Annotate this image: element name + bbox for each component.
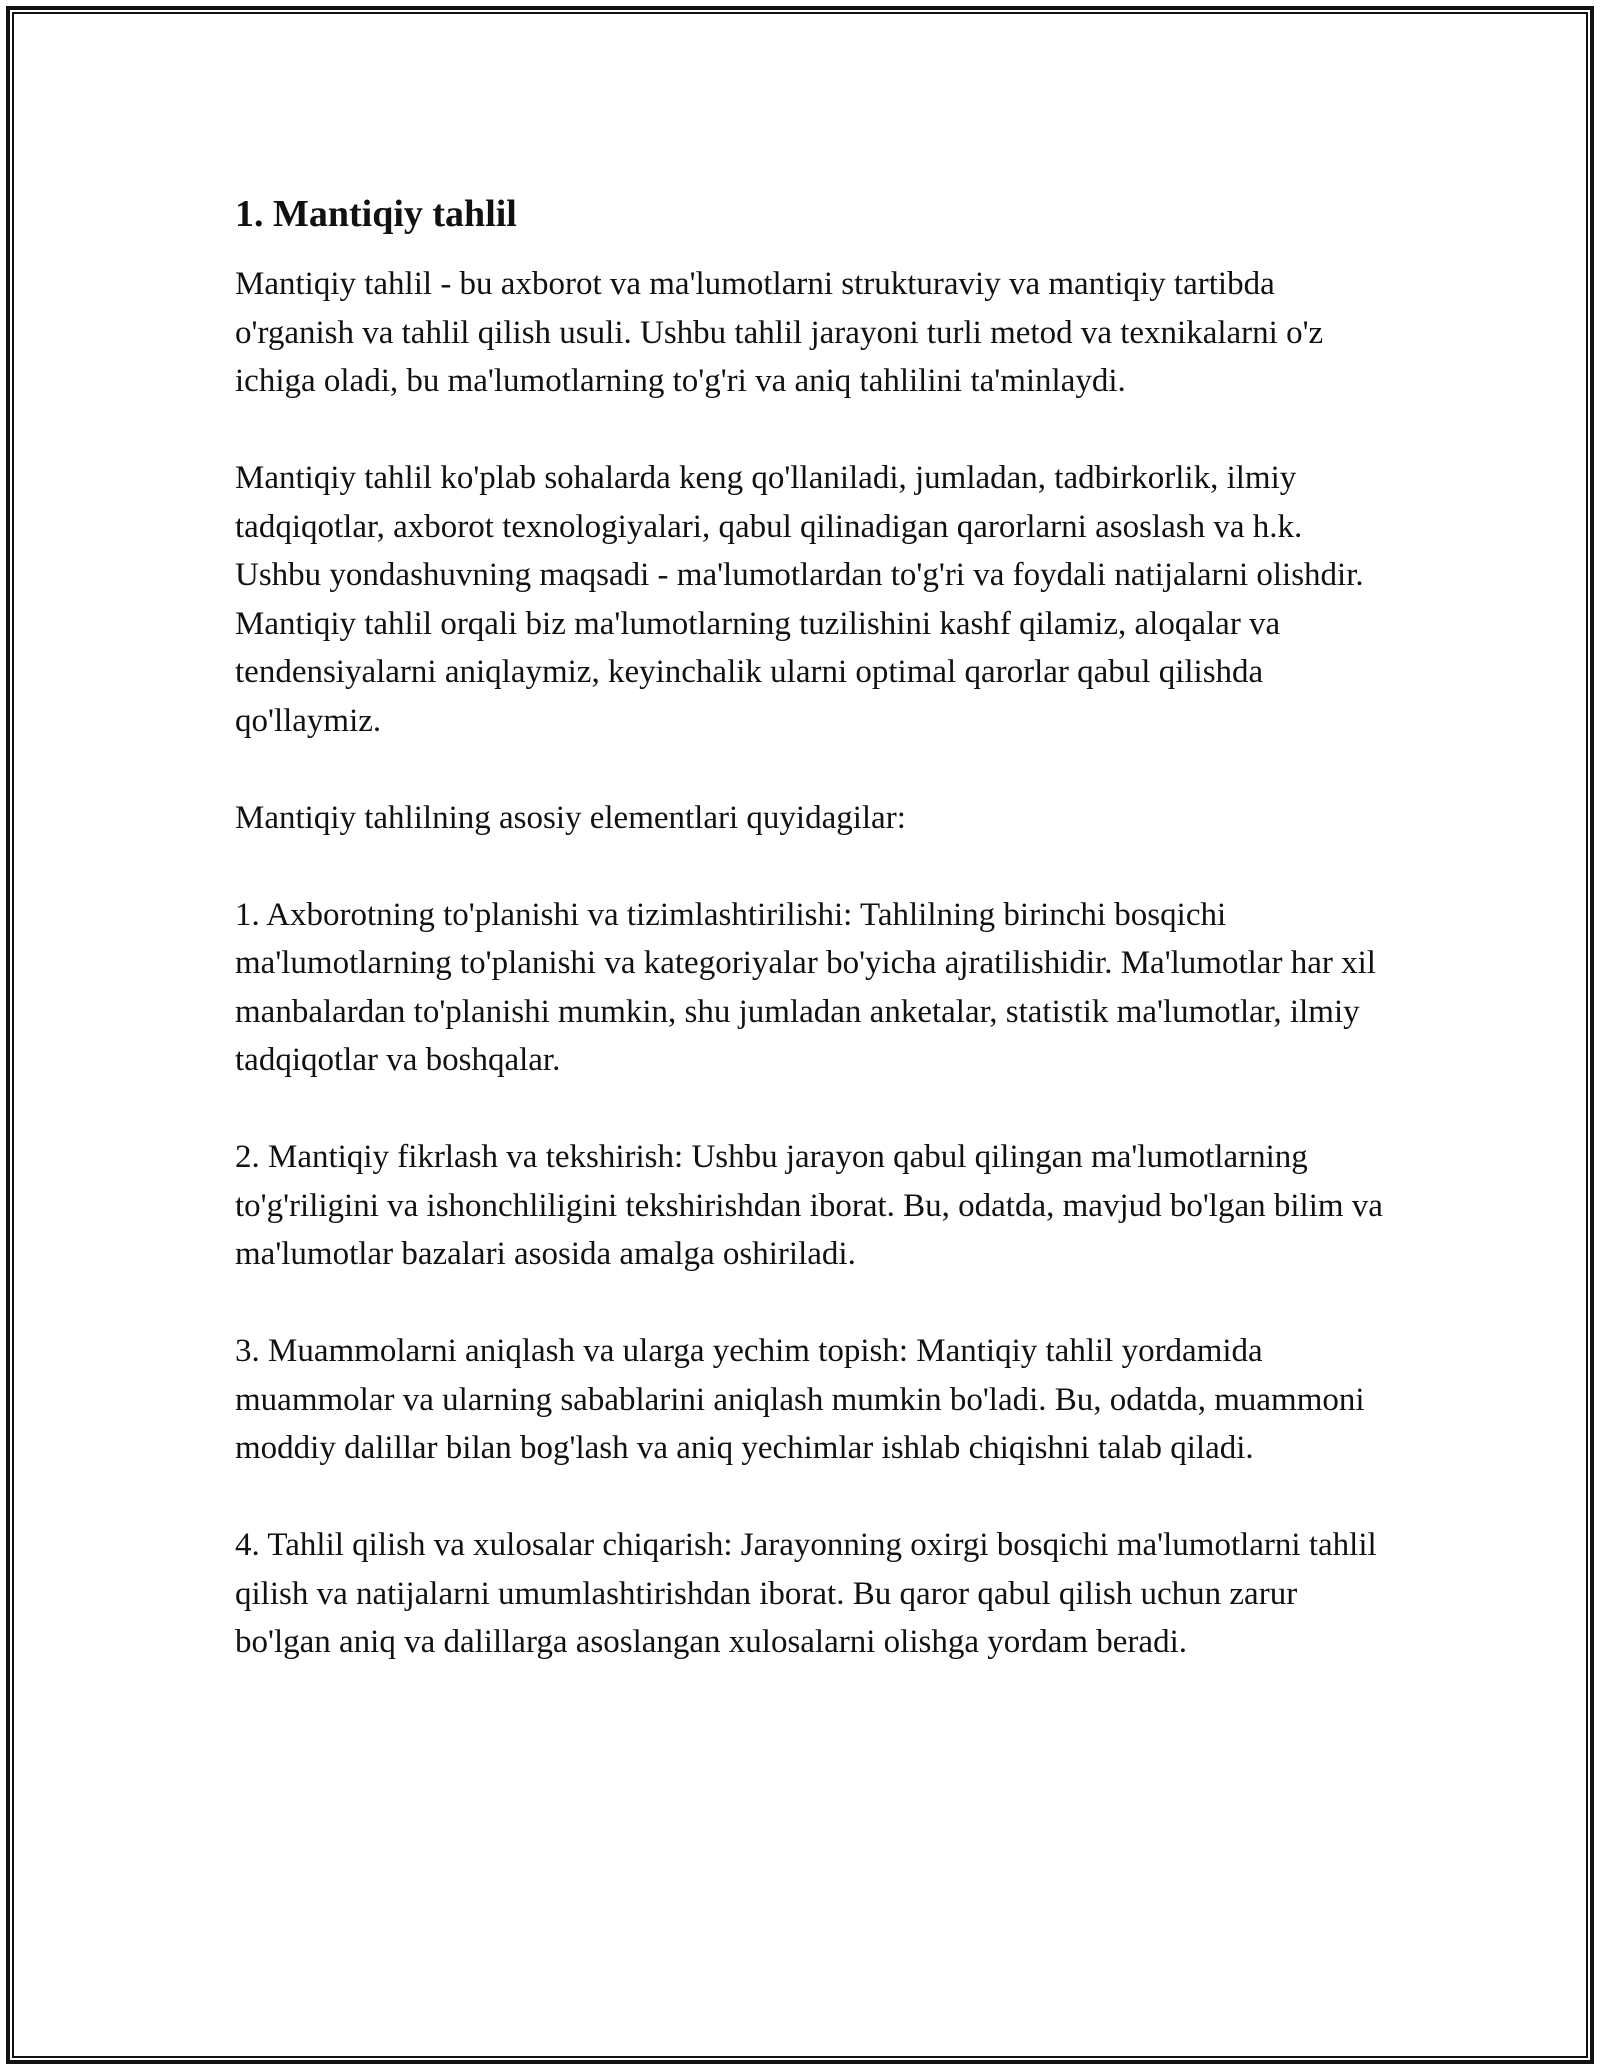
document-body [235, 190, 1385, 1667]
paragraph-elements-heading: Mantiqiy tahlilning asosiy elementlari quyidagilar: [235, 799, 906, 836]
list-item-2: 2. Mantiqiy fikrlash va tekshirish: Ushbu jarayon qabul qilingan ma'lumotlarning to'g'riligini va ishonchliligini tekshirishdan iborat. Bu, odatda, mavjud bo'lgan bilim va ma'lumotlar bazalari asosida amalga oshiriladi. [235, 1139, 1383, 1272]
paragraph-applications: Mantiqiy tahlil ko'plab sohalarda keng qo'llaniladi, jumladan, tadbirkorlik, ilmiy tadqiqotlar, axborot texnologiyalari, qabul qilinadigan qarorlarni asoslash va h.k. Ushbu yondashuvning maqsadi - ma'lumotlardan to'g'ri va foydali natijalarni olishdir. Mantiqiy tahlil orqali biz ma'lumotlarning tuzilishini kashf qilamiz, aloqalar va tendensiyalarni aniqlaymiz, keyinchalik ularni optimal qarorlar qabul qilishda qo'llaymiz. [235, 460, 1364, 739]
list-item-1: 1. Axborotning to'planishi va tizimlashtirilishi: Tahlilning birinchi bosqichi ma'lumotlarning to'planishi va kategoriyalar bo'yicha ajratilishidir. Ma'lumotlar har xil manbalardan to'planishi mumkin, shu jumladan anketalar, statistik ma'lumotlar, ilmiy tadqiqotlar va boshqalar. [235, 896, 1376, 1078]
list-item-4: 4. Tahlil qilish va xulosalar chiqarish: Jarayonning oxirgi bosqichi ma'lumotlarni tahlil qilish va natijalarni umumlashtirishdan iborat. Bu qaror qabul qilish uchun zarur bo'lgan aniq va dalillarga asoslangan xulosalarni olishga yordam beradi. [235, 1527, 1377, 1660]
document-title: 1. Mantiqiy tahlil [235, 193, 517, 235]
list-item-3: 3. Muammolarni aniqlash va ularga yechim topish: Mantiqiy tahlil yordamida muammolar va ularning sabablarini aniqlash mumkin bo'ladi. Bu, odatda, muammoni moddiy dalillar bilan bog'lash va aniq yechimlar ishlab chiqishni talab qiladi. [235, 1333, 1365, 1466]
paragraph-intro: Mantiqiy tahlil - bu axborot va ma'lumotlarni strukturaviy va mantiqiy tartibda o'rganish va tahlil qilish usuli. Ushbu tahlil jarayoni turli metod va texnikalarni o'z ichiga oladi, bu ma'lumotlarning to'g'ri va aniq tahlilini ta'minlaydi. [235, 266, 1324, 399]
